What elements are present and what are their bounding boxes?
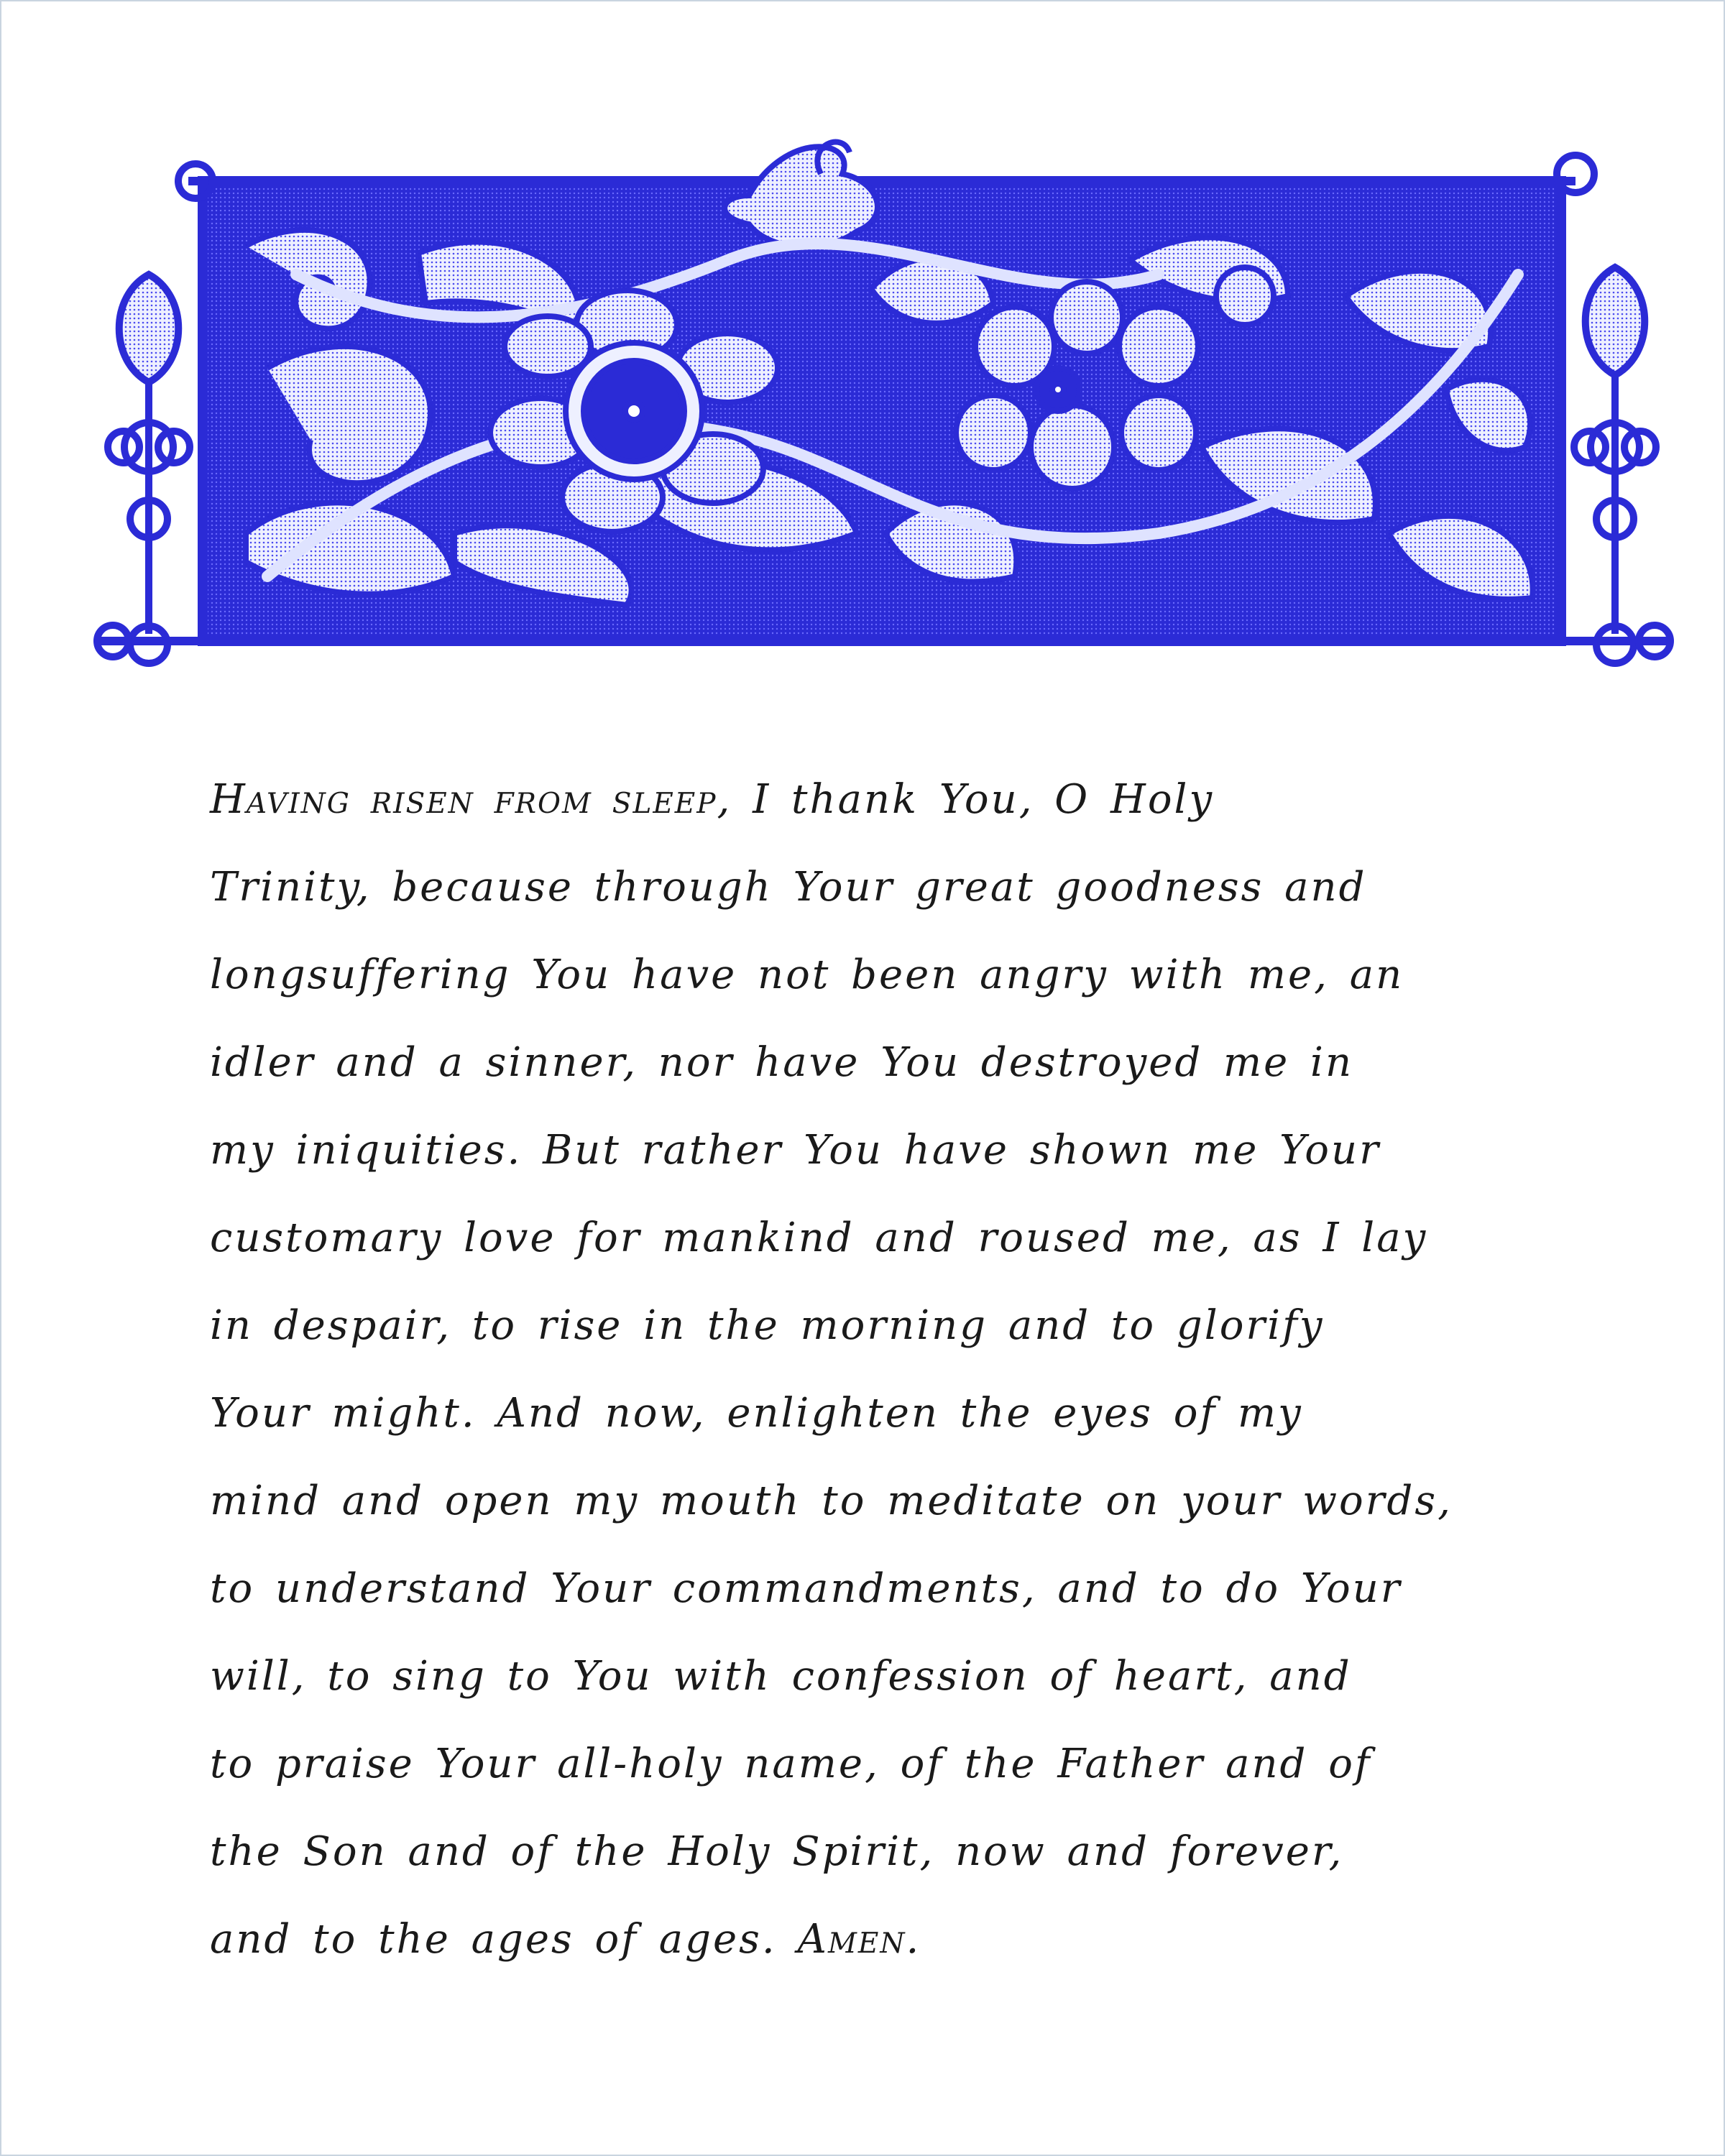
ornament-svg	[80, 131, 1683, 691]
prayer-line: Your might. And now, enlighten the eyes of my	[210, 1390, 1303, 1437]
prayer-text	[210, 756, 1518, 1984]
prayer-line: in despair, to rise in the morning and to glorify	[210, 1302, 1325, 1349]
prayer-line: will, to sing to You with confession of heart, and	[210, 1653, 1352, 1700]
prayer-line: customary love for mankind and roused me, as I lay	[210, 1215, 1428, 1261]
prayer-line: Trinity, because through Your great goodness and	[210, 864, 1367, 911]
closing-word: Amen	[797, 1916, 906, 1963]
right-finial	[1574, 267, 1656, 663]
prayer-line: to understand Your commandments, and to do Your	[210, 1565, 1402, 1612]
prayer-line: and to the ages of ages. Amen.	[210, 1916, 921, 1963]
prayer-line: Having risen from sleep, I thank You, O Holy	[210, 776, 1215, 823]
prayer-line: my iniquities. But rather You have shown me Your	[210, 1127, 1381, 1174]
left-finial	[108, 275, 190, 663]
floral-headpiece-ornament	[80, 131, 1683, 691]
prayer-line: longsuffering You have not been angry with me, an	[210, 952, 1404, 998]
prayer-line: to praise Your all-holy name, of the Father and of	[210, 1741, 1372, 1787]
prayer-line: idler and a sinner, nor have You destroyed me in	[210, 1039, 1354, 1086]
prayer-line: mind and open my mouth to meditate on your words,	[210, 1478, 1453, 1524]
prayer-line: the Son and of the Holy Spirit, now and forever,	[210, 1828, 1344, 1875]
opening-words: Having risen from sleep	[210, 776, 717, 823]
